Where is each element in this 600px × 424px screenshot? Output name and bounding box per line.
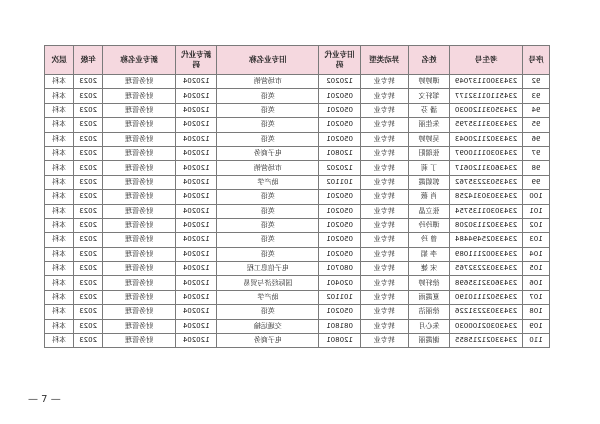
cell-old-code: 050201 — [319, 218, 361, 232]
cell-level: 本科 — [45, 103, 74, 117]
cell-seq: 94 — [522, 103, 549, 117]
cell-new-name: 财务管理 — [103, 75, 176, 89]
header-seq: 序号 — [522, 46, 549, 75]
cell-new-code: 120204 — [175, 190, 217, 204]
cell-change-type: 转专业 — [360, 103, 408, 117]
cell-seq: 93 — [522, 89, 549, 103]
cell-student-id: 23433021120043 — [450, 132, 523, 146]
header-change-type: 异动类型 — [360, 46, 408, 75]
cell-grade: 2023 — [74, 204, 103, 218]
cell-old-code: 050201 — [319, 204, 361, 218]
cell-new-name: 财务管理 — [103, 146, 176, 160]
header-new-name: 新专业名称 — [103, 46, 176, 75]
cell-new-name: 财务管理 — [103, 290, 176, 304]
cell-old-name: 英语 — [217, 305, 319, 319]
cell-new-name: 财务管理 — [103, 247, 176, 261]
cell-old-code: 120801 — [319, 334, 361, 348]
cell-change-type: 转专业 — [360, 190, 408, 204]
cell-student-id: 23430301110097 — [450, 146, 523, 160]
header-level: 层次 — [45, 46, 74, 75]
cell-old-name: 市场营销 — [217, 161, 319, 175]
cell-name: 潘 芬 — [408, 103, 450, 117]
table-row — [45, 305, 550, 319]
cell-old-code: 050201 — [319, 132, 361, 146]
table-row — [45, 161, 550, 175]
cell-change-type: 转专业 — [360, 175, 408, 189]
table-row — [45, 146, 550, 160]
cell-old-name: 国际经济与贸易 — [217, 276, 319, 290]
cell-student-id: 23436031120617 — [450, 161, 523, 175]
cell-old-name: 交通运输 — [217, 319, 319, 333]
cell-new-code: 120204 — [175, 319, 217, 333]
cell-student-id: 23430301135754 — [450, 204, 523, 218]
cell-level: 本科 — [45, 75, 74, 89]
cell-old-name: 市场营销 — [217, 75, 319, 89]
cell-new-name: 财务管理 — [103, 132, 176, 146]
header-grade: 年级 — [74, 46, 103, 75]
cell-old-code: 120202 — [319, 75, 361, 89]
table-row — [45, 276, 550, 290]
cell-grade: 2023 — [74, 247, 103, 261]
cell-name: 吴婷婷 — [408, 132, 450, 146]
cell-level: 本科 — [45, 218, 74, 232]
cell-old-code: 101102 — [319, 290, 361, 304]
cell-level: 本科 — [45, 204, 74, 218]
cell-level: 本科 — [45, 146, 74, 160]
cell-grade: 2023 — [74, 218, 103, 232]
cell-grade: 2023 — [74, 75, 103, 89]
cell-grade: 2023 — [74, 89, 103, 103]
cell-grade: 2023 — [74, 190, 103, 204]
cell-name: 徐轩婷 — [408, 276, 450, 290]
cell-level: 本科 — [45, 175, 74, 189]
table-row — [45, 75, 550, 89]
cell-new-code: 120204 — [175, 218, 217, 232]
cell-old-name: 电子商务 — [217, 334, 319, 348]
header-name: 姓名 — [408, 46, 450, 75]
cell-old-code: 080701 — [319, 262, 361, 276]
table-row — [45, 132, 550, 146]
cell-new-name: 财务管理 — [103, 334, 176, 348]
table-row — [45, 204, 550, 218]
header-old-code: 旧专业代码 — [319, 46, 361, 75]
cell-change-type: 转专业 — [360, 132, 408, 146]
cell-seq: 109 — [522, 319, 549, 333]
cell-change-type: 转专业 — [360, 319, 408, 333]
cell-change-type: 转专业 — [360, 89, 408, 103]
cell-change-type: 转专业 — [360, 204, 408, 218]
cell-old-code: 050201 — [319, 305, 361, 319]
cell-level: 本科 — [45, 161, 74, 175]
cell-new-code: 120204 — [175, 262, 217, 276]
cell-level: 本科 — [45, 89, 74, 103]
cell-seq: 108 — [522, 305, 549, 319]
cell-new-code: 120204 — [175, 75, 217, 89]
cell-name: 丁 莉 — [408, 161, 450, 175]
cell-old-code: 081801 — [319, 319, 361, 333]
cell-new-code: 120204 — [175, 233, 217, 247]
cell-old-name: 电子信息工程 — [217, 262, 319, 276]
cell-new-code: 120204 — [175, 89, 217, 103]
cell-new-name: 财务管理 — [103, 190, 176, 204]
cell-new-code: 120204 — [175, 276, 217, 290]
cell-seq: 98 — [522, 161, 549, 175]
cell-student-id: 23435032235762 — [450, 175, 523, 189]
cell-new-code: 120204 — [175, 118, 217, 132]
table-row — [45, 218, 550, 232]
cell-name: 邹轩文 — [408, 89, 450, 103]
cell-new-code: 120204 — [175, 204, 217, 218]
table-row — [45, 175, 550, 189]
cell-name: 谢霞丽 — [408, 334, 450, 348]
cell-change-type: 转专业 — [360, 334, 408, 348]
cell-grade: 2023 — [74, 233, 103, 247]
cell-new-code: 120204 — [175, 305, 217, 319]
header-new-code: 新专业代码 — [175, 46, 217, 75]
cell-new-name: 财务管理 — [103, 118, 176, 132]
cell-change-type: 转专业 — [360, 290, 408, 304]
cell-student-id: 23436032135698 — [450, 276, 523, 290]
cell-student-id: 23433025494484 — [450, 233, 523, 247]
cell-new-code: 120204 — [175, 334, 217, 348]
table-row — [45, 118, 550, 132]
cell-student-id: 23433002111089 — [450, 247, 523, 261]
cell-old-code: 020401 — [319, 276, 361, 290]
cell-old-name: 助产学 — [217, 175, 319, 189]
cell-new-name: 财务管理 — [103, 218, 176, 232]
cell-name: 谭婷婷 — [408, 75, 450, 89]
cell-grade: 2023 — [74, 118, 103, 132]
table-row — [45, 190, 550, 204]
cell-old-name: 英语 — [217, 132, 319, 146]
table-row — [45, 89, 550, 103]
table-row — [45, 247, 550, 261]
cell-old-code: 120202 — [319, 161, 361, 175]
cell-level: 本科 — [45, 334, 74, 348]
cell-level: 本科 — [45, 276, 74, 290]
cell-student-id: 23433021215855 — [450, 334, 523, 348]
cell-change-type: 转专业 — [360, 262, 408, 276]
cell-grade: 2023 — [74, 262, 103, 276]
cell-old-name: 电子商务 — [217, 146, 319, 160]
cell-level: 本科 — [45, 262, 74, 276]
cell-name: 宋 婕 — [408, 262, 450, 276]
cell-old-code: 050201 — [319, 89, 361, 103]
cell-name: 朱佳丽 — [408, 118, 450, 132]
cell-change-type: 转专业 — [360, 233, 408, 247]
cell-grade: 2023 — [74, 175, 103, 189]
table-row — [45, 233, 550, 247]
cell-new-name: 财务管理 — [103, 319, 176, 333]
cell-seq: 105 — [522, 262, 549, 276]
cell-old-name: 英语 — [217, 118, 319, 132]
cell-student-id: 23435021110190 — [450, 290, 523, 304]
table-header-row — [45, 46, 550, 75]
cell-new-name: 财务管理 — [103, 103, 176, 117]
cell-name: 张瑞阳 — [408, 146, 450, 160]
cell-old-code: 050201 — [319, 190, 361, 204]
table-row — [45, 319, 550, 333]
cell-name: 夏霞雨 — [408, 290, 450, 304]
cell-name: 谭玲玲 — [408, 218, 450, 232]
cell-grade: 2023 — [74, 290, 103, 304]
cell-grade: 2023 — [74, 161, 103, 175]
cell-student-id: 23433031135795 — [450, 118, 523, 132]
cell-seq: 102 — [522, 218, 549, 232]
cell-new-code: 120204 — [175, 175, 217, 189]
cell-new-code: 120204 — [175, 146, 217, 160]
cell-change-type: 转专业 — [360, 118, 408, 132]
cell-old-code: 050201 — [319, 103, 361, 117]
cell-student-id: 23433032231226 — [450, 305, 523, 319]
table-row — [45, 334, 550, 348]
cell-new-code: 120204 — [175, 132, 217, 146]
cell-level: 本科 — [45, 233, 74, 247]
cell-seq: 110 — [522, 334, 549, 348]
cell-old-name: 英语 — [217, 204, 319, 218]
cell-level: 本科 — [45, 190, 74, 204]
cell-name: 徐丽洁 — [408, 305, 450, 319]
cell-level: 本科 — [45, 247, 74, 261]
cell-change-type: 转专业 — [360, 75, 408, 89]
cell-name: 肖 薇 — [408, 190, 450, 204]
header-old-name: 旧专业名称 — [217, 46, 319, 75]
cell-student-id: 23433001137049 — [450, 75, 523, 89]
cell-change-type: 转专业 — [360, 276, 408, 290]
cell-change-type: 转专业 — [360, 146, 408, 160]
cell-seq: 106 — [522, 276, 549, 290]
cell-new-name: 财务管理 — [103, 89, 176, 103]
cell-seq: 92 — [522, 75, 549, 89]
cell-name: 郭娟霞 — [408, 175, 450, 189]
cell-new-name: 财务管理 — [103, 305, 176, 319]
cell-name: 张立晶 — [408, 204, 450, 218]
cell-seq: 97 — [522, 146, 549, 160]
cell-old-code: 050201 — [319, 233, 361, 247]
cell-grade: 2023 — [74, 146, 103, 160]
cell-name: 李 娟 — [408, 247, 450, 261]
cell-old-code: 050201 — [319, 247, 361, 261]
cell-change-type: 转专业 — [360, 247, 408, 261]
cell-seq: 101 — [522, 204, 549, 218]
table-body — [45, 75, 550, 348]
cell-name: 朱心月 — [408, 319, 450, 333]
cell-level: 本科 — [45, 132, 74, 146]
cell-new-name: 财务管理 — [103, 276, 176, 290]
cell-new-name: 财务管理 — [103, 175, 176, 189]
cell-old-code: 120801 — [319, 146, 361, 160]
cell-new-code: 120204 — [175, 161, 217, 175]
cell-old-name: 助产学 — [217, 290, 319, 304]
cell-level: 本科 — [45, 319, 74, 333]
cell-seq: 95 — [522, 118, 549, 132]
cell-name: 曾 玲 — [408, 233, 450, 247]
cell-old-name: 英语 — [217, 218, 319, 232]
cell-old-code: 050201 — [319, 118, 361, 132]
cell-new-name: 财务管理 — [103, 233, 176, 247]
cell-grade: 2023 — [74, 334, 103, 348]
cell-seq: 96 — [522, 132, 549, 146]
cell-level: 本科 — [45, 290, 74, 304]
header-student-id: 考生号 — [450, 46, 523, 75]
cell-student-id: 23435031120030 — [450, 103, 523, 117]
cell-old-name: 英语 — [217, 233, 319, 247]
cell-student-id: 23433021130208 — [450, 218, 523, 232]
cell-student-id: 23433032232765 — [450, 262, 523, 276]
cell-grade: 2023 — [74, 276, 103, 290]
cell-level: 本科 — [45, 305, 74, 319]
cell-seq: 104 — [522, 247, 549, 261]
cell-new-code: 120204 — [175, 247, 217, 261]
cell-seq: 99 — [522, 175, 549, 189]
cell-grade: 2023 — [74, 103, 103, 117]
cell-change-type: 转专业 — [360, 305, 408, 319]
cell-change-type: 转专业 — [360, 161, 408, 175]
table-row — [45, 290, 550, 304]
cell-seq: 100 — [522, 190, 549, 204]
cell-old-name: 英语 — [217, 247, 319, 261]
cell-new-code: 120204 — [175, 103, 217, 117]
cell-student-id: 23430302100030 — [450, 319, 523, 333]
table-row — [45, 103, 550, 117]
cell-seq: 107 — [522, 290, 549, 304]
cell-grade: 2023 — [74, 305, 103, 319]
cell-new-name: 财务管理 — [103, 204, 176, 218]
page-number: — 7 — — [28, 394, 61, 405]
cell-new-name: 财务管理 — [103, 262, 176, 276]
cell-old-name: 英语 — [217, 89, 319, 103]
cell-old-name: 英语 — [217, 190, 319, 204]
cell-new-code: 120204 — [175, 290, 217, 304]
student-transfer-table — [44, 45, 550, 348]
cell-old-name: 英语 — [217, 103, 319, 117]
cell-old-code: 101102 — [319, 175, 361, 189]
cell-student-id: 23433030314258 — [450, 190, 523, 204]
cell-new-name: 财务管理 — [103, 161, 176, 175]
cell-level: 本科 — [45, 118, 74, 132]
cell-student-id: 23451101132177 — [450, 89, 523, 103]
cell-change-type: 转专业 — [360, 218, 408, 232]
cell-seq: 103 — [522, 233, 549, 247]
cell-grade: 2023 — [74, 132, 103, 146]
cell-grade: 2023 — [74, 319, 103, 333]
table-row — [45, 262, 550, 276]
